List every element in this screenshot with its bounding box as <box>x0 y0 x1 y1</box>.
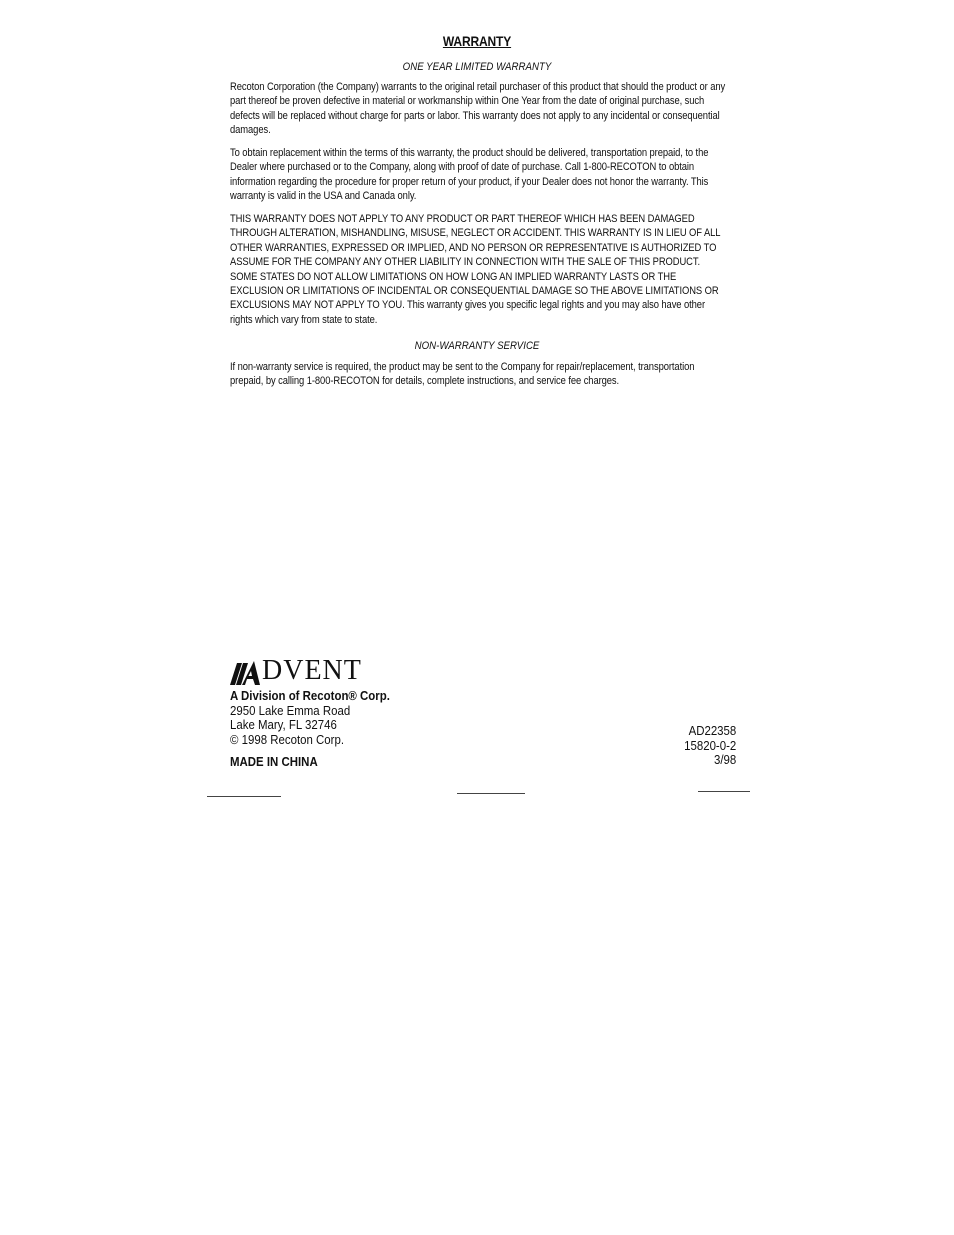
warranty-paragraph-3: THIS WARRANTY DOES NOT APPLY TO ANY PRODUCT OR PART THEREOF WHICH HAS BEEN DAMAGED THROUGH ALTERATION, MISHANDLING, MISUSE, NEGLECT OR ACCIDENT. THIS WARRANTY IS IN LIEU OF ALL OTHER WARRANTIES, EXPRESSED OR IMPLIED, AND NO PERSON OR REPRESENTATIVE IS AUTHORIZED TO ASSUME FOR THE COMPANY ANY OTHER LIABILITY IN CONNECTION WITH THE SALE OF THIS PRODUCT. SOME STATES DO NOT ALLOW LIMITATIONS ON HOW LONG AN IMPLIED WARRANTY LASTS OR THE EXCLUSION OR LIMITATIONS OF INCIDENTAL OR CONSEQUENTIAL DAMAGE SO THE ABOVE LIMITATIONS OR EXCLUSIONS MAY NOT APPLY TO YOU. This warranty gives you specific legal rights and you may also have other rights which vary from state to state. <box>230 213 721 326</box>
fold-mark-center <box>457 793 525 794</box>
company-street: 2950 Lake Emma Road <box>230 702 351 718</box>
print-date: 3/98 <box>713 752 736 767</box>
company-copyright: © 1998 Recoton Corp. <box>230 731 345 747</box>
warranty-paragraph-1: Recoton Corporation (the Company) warrants to the original retail purchaser of this product that should the product or any part thereof be proven defective in material or workmanship within One Year from the date of original purchase, such defects will be replaced without charge for parts or labor. This warranty does not apply to any incidental or consequential damages. <box>230 81 726 137</box>
non-warranty-subtitle: NON-WARRANTY SERVICE <box>414 340 540 352</box>
doc-number: 15820-0-2 <box>683 737 736 753</box>
non-warranty-paragraph: If non-warranty service is required, the product may be sent to the Company for repair/replacement, transportation prepaid, by calling 1-800-RECOTON for details, complete instructions, and service fee charges. <box>230 361 695 388</box>
warranty-paragraph-2: To obtain replacement within the terms of this warranty, the product should be delivered, transportation prepaid, to the Dealer where purchased or to the Company, along with proof of date of purchase. Call 1-800-RECOTON to obtain information regarding the procedure for proper return of your product, if your Dealer does not honor the warranty. This warranty is valid in the USA and Canada only. <box>230 147 709 203</box>
advent-logo-text: DVENT <box>262 655 362 686</box>
part-number: AD22358 <box>688 723 736 738</box>
warranty-title: WARRANTY <box>442 33 512 49</box>
advent-logo-icon <box>230 659 260 685</box>
company-city: Lake Mary, FL 32746 <box>230 717 337 732</box>
limited-warranty-subtitle: ONE YEAR LIMITED WARRANTY <box>402 61 552 73</box>
company-division: A Division of Recoton® Corp. <box>230 688 390 703</box>
fold-mark-right <box>698 791 750 792</box>
advent-logo <box>230 655 362 685</box>
made-in-label: MADE IN CHINA <box>230 754 318 769</box>
fold-mark-left <box>207 796 281 797</box>
company-address <box>230 689 390 747</box>
document-codes <box>684 724 736 768</box>
